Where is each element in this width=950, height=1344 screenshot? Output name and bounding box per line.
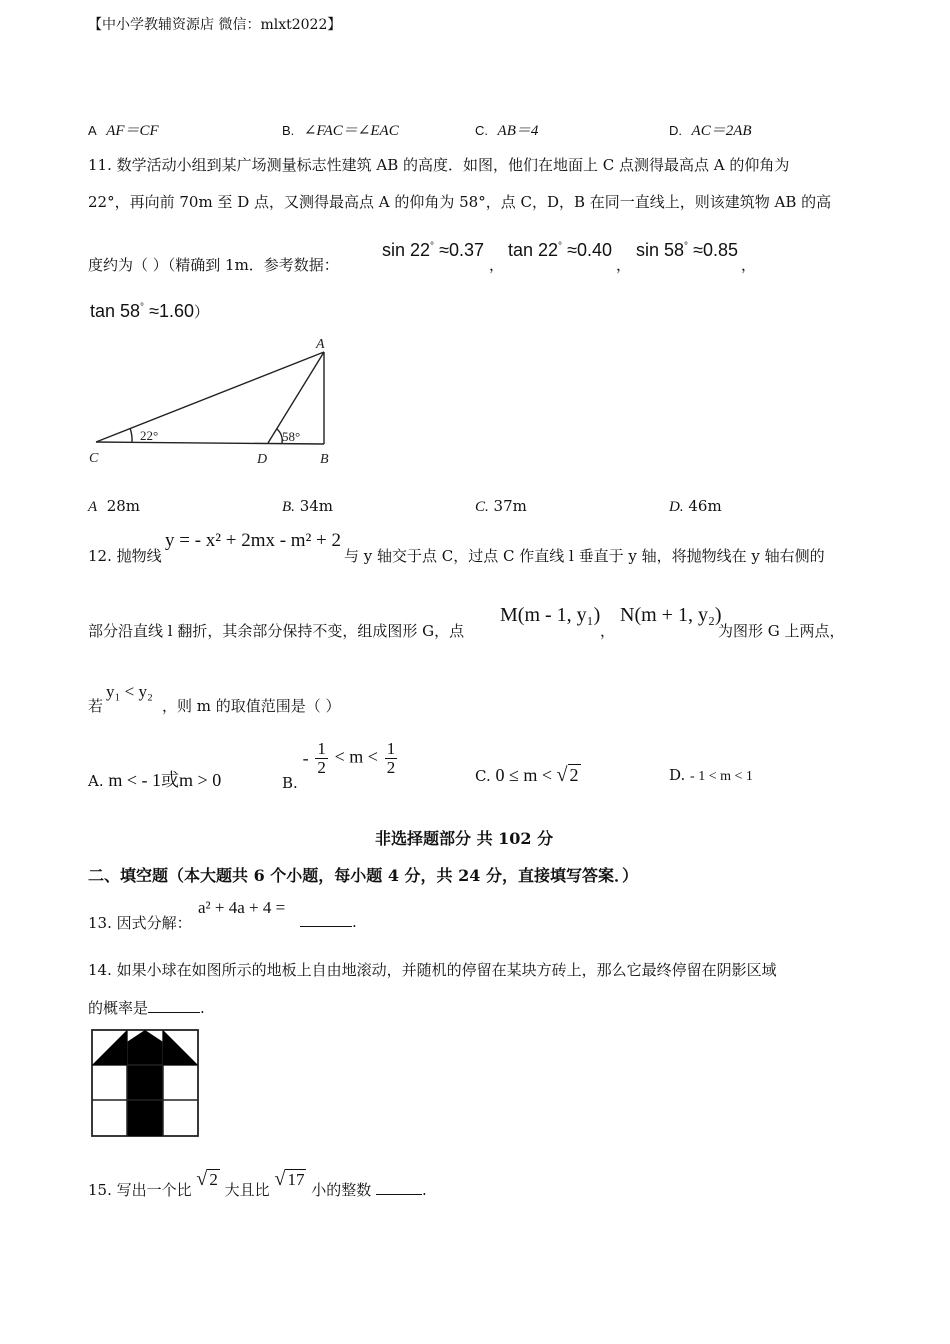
q12-option-a[interactable]: A. m < - 1或m > 0	[88, 770, 222, 790]
q15-line: 15. 写出一个比 √ 2 大且比 √ 17 小的整数 .	[88, 1168, 427, 1199]
watermark-header: 【中小学教辅资源店 微信：mlxt2022】	[88, 17, 342, 33]
q11-ref-sin22: sin 22° ≈0.37	[382, 240, 484, 260]
angle-arc-c	[130, 428, 132, 442]
fraction-half: $\frac{1}{2}$	[386, 739, 396, 777]
sqrt-17: √ 17	[274, 1168, 305, 1190]
q14-answer-blank[interactable]	[148, 998, 200, 1013]
q12-line3-prefix: 若	[88, 697, 104, 715]
q14-line2: 的概率是 .	[88, 999, 205, 1017]
q11-line1: 11. 数学活动小组到某广场测量标志性建筑 AB 的高度．如图，他们在地面上 C 点测得最高点 A 的仰角为	[88, 156, 790, 174]
q12-point-n: N(m + 1, y₂)	[620, 604, 722, 626]
sqrt-2-q15: √ 2	[196, 1168, 218, 1190]
q11-ref-tan22: tan 22° ≈0.40	[508, 240, 612, 260]
q12-option-c[interactable]: C. 0 ≤ m < √ 2	[475, 764, 579, 786]
q10-option-d[interactable]: D. AC＝2AB	[669, 123, 752, 139]
label-b: B	[320, 452, 329, 467]
q12-prefix: 12. 抛物线	[88, 547, 162, 565]
q10-option-a[interactable]: A AF＝CF	[88, 123, 159, 139]
q12-option-b[interactable]: B. - $\frac{1}{2}$ < m < $\frac{1}{2}$	[282, 739, 396, 793]
angle-d-label: 58°	[282, 429, 301, 444]
q15-answer-blank[interactable]	[376, 1180, 422, 1195]
q11-ref-tan58: tan 58° ≈1.60）	[90, 301, 209, 321]
angle-c-label: 22°	[140, 428, 159, 443]
q11-line2: 22°，再向前 70m 至 D 点，又测得最高点 A 的仰角为 58°，点 C，D，B 在同一直线上，则该建筑物 AB 的高	[88, 193, 832, 211]
label-a: A	[316, 337, 325, 352]
q11-option-b[interactable]: B. 34m	[282, 497, 334, 515]
q12-line2-prefix: 部分沿直线 l 翻折，其余部分保持不变，组成图形 G，点	[88, 622, 465, 640]
q11-ref-sin58: sin 58° ≈0.85	[636, 240, 738, 260]
q11-line3-prefix: 度约为（ ）（精确到 1m．参考数据：	[88, 256, 339, 274]
q11-comma-1: ，	[489, 256, 505, 274]
q10-option-b[interactable]: B. ∠FAC＝∠EAC	[282, 123, 399, 139]
q11-comma-3: ，	[741, 256, 757, 274]
q11-comma-2: ，	[616, 256, 632, 274]
q12-line2-suffix: 为图形 G 上两点，	[718, 622, 845, 640]
q12-line3-suffix: ，则 m 的取值范围是（ ）	[162, 697, 341, 715]
q12-point-m: M(m - 1, y₁)	[500, 604, 601, 626]
q11-triangle-figure	[84, 334, 344, 474]
label-c: C	[89, 451, 99, 466]
q10-option-c[interactable]: C. AB＝4	[475, 123, 539, 139]
q14-line1: 14. 如果小球在如图所示的地板上自由地滚动，并随机的停留在某块方砖上，那么它最终停留在阴影区域	[88, 961, 777, 979]
section-title: 非选择题部分 共 102 分	[375, 829, 554, 848]
q12-line1-suffix: 与 y 轴交于点 C，过点 C 作直线 l 垂直于 y 轴，将抛物线在 y 轴右侧的	[344, 547, 825, 565]
q13-expression: a² + 4a + 4 =	[198, 898, 286, 917]
q12-condition: y₁ < y₂	[106, 682, 153, 701]
q14-tile-figure	[90, 1028, 202, 1140]
fraction-neg-half: $\frac{1}{2}$	[317, 739, 326, 777]
q12-equation: y = - x² + 2mx - m² + 2	[165, 530, 342, 551]
label-d: D	[257, 452, 268, 467]
sqrt-2: √ 2	[556, 764, 579, 786]
q11-option-a[interactable]: A 28m	[88, 497, 141, 515]
q11-option-d[interactable]: D. 46m	[669, 497, 722, 515]
q11-option-c[interactable]: C. 37m	[475, 497, 527, 515]
q12-point-sep: ，	[600, 622, 616, 640]
q13-prefix: 13. 因式分解：	[88, 914, 192, 932]
q13-answer-blank[interactable]: .	[300, 912, 357, 931]
q12-option-d[interactable]: D. - 1 < m < 1	[669, 766, 753, 784]
part2-title: 二、填空题（本大题共 6 个小题，每小题 4 分，共 24 分，直接填写答案．）	[88, 866, 638, 885]
